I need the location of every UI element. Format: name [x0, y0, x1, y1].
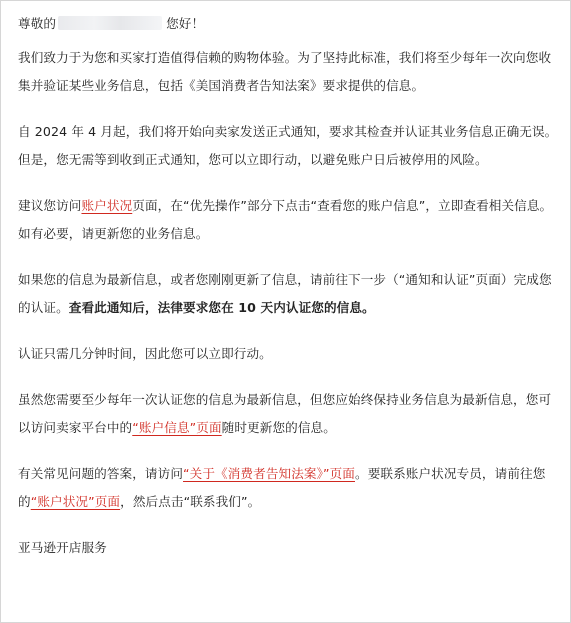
- signature: 亚马逊开店服务: [18, 540, 107, 555]
- greeting-hello: 您好！: [166, 16, 205, 31]
- paragraph-suggestion: [18, 192, 558, 248]
- email-body: [18, 10, 558, 562]
- redacted-name: [58, 16, 162, 30]
- inform-act-link[interactable]: “关于《消费者告知法案》”页面: [183, 466, 355, 481]
- suggestion-text-before: 建议您访问: [18, 198, 82, 213]
- verify-text: 如果您的信息为最新信息，或者您刚刚更新了信息，请前往下一步（“通知和认证”页面）完成您的认证。: [18, 272, 552, 315]
- greeting-line: [18, 10, 558, 38]
- annual-text-after: 随时更新您的信息。: [221, 420, 336, 435]
- faq-text-after: ，然后点击“联系我们”。: [120, 494, 261, 509]
- paragraph-faq: [18, 460, 558, 516]
- account-info-link[interactable]: “账户信息”页面: [132, 420, 222, 435]
- faq-text-middle: 。要联系账户状况专员，请前往您的: [18, 466, 546, 509]
- paragraph-verify: [18, 266, 558, 322]
- legal-requirement-text: 查看此通知后，法律要求您在 10 天内认证您的信息。: [68, 300, 375, 315]
- account-health-link[interactable]: 账户状况: [81, 198, 133, 213]
- paragraph-commitment: 我们致力于为您和买家打造值得信赖的购物体验。为了坚持此标准，我们将至少每年一次向您收集并验证某些业务信息，包括《美国消费者告知法案》要求提供的信息。: [18, 50, 552, 93]
- faq-text-before: 有关常见问题的答案，请访问: [18, 466, 184, 481]
- paragraph-timeline: 自 2024 年 4 月起，我们将开始向卖家发送正式通知，要求其检查并认证其业务信息正确无误。但是，您无需等到收到正式通知，您可以立即行动，以避免账户日后被停用的风险。: [18, 124, 558, 167]
- annual-text-before: 虽然您需要至少每年一次认证您的信息为最新信息，但您应始终保持业务信息为最新信息，您可以访问卖家平台中的: [18, 392, 552, 435]
- paragraph-minutes: 认证只需几分钟时间，因此您可以立即行动。: [18, 346, 272, 361]
- suggestion-text-after: 页面，在“优先操作”部分下点击“查看您的账户信息”，立即查看相关信息。如有必要，请更新您的业务信息。: [18, 198, 553, 241]
- account-health-page-link[interactable]: “账户状况”页面: [30, 494, 121, 509]
- greeting-salutation: 尊敬的: [18, 16, 57, 31]
- paragraph-annual: [18, 386, 558, 442]
